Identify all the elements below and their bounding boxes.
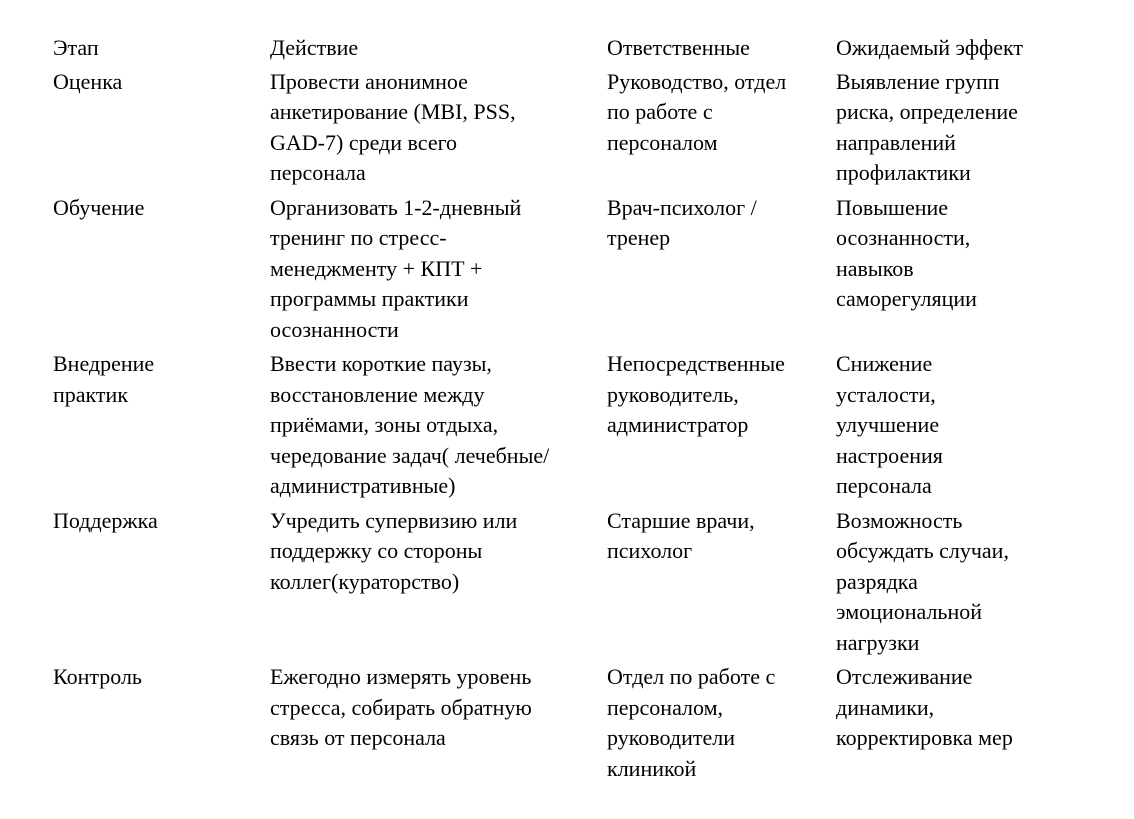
cell-effect: Снижение усталости, улучшение настроения персонала xyxy=(836,351,943,498)
table-row xyxy=(53,662,1096,788)
cell-stage: Обучение xyxy=(53,194,145,220)
cell-action: Ежегодно измерять уровень стресса, собирать обратную связь от персонала xyxy=(270,664,532,750)
cell-stage: Внедрение практик xyxy=(53,351,155,407)
column-header-stage: Этап xyxy=(53,35,99,60)
cell-responsible: Руководство, отдел по работе с персоналом xyxy=(607,68,787,155)
table-header xyxy=(53,33,1096,67)
cell-responsible: Непосредственные руководитель, администратор xyxy=(607,351,785,437)
cell-stage: Поддержка xyxy=(53,507,158,533)
cell-stage: Оценка xyxy=(53,68,123,94)
table-row xyxy=(53,349,1096,506)
cell-responsible: Врач-психолог / тренер xyxy=(607,194,757,250)
cell-effect: Возможность обсуждать случаи, разрядка эмоциональной нагрузки xyxy=(836,507,1009,655)
header-row xyxy=(53,33,1096,67)
table-body xyxy=(53,67,1096,789)
cell-effect: Повышение осознанности, навыков саморегуляции xyxy=(836,194,977,311)
cell-effect: Отслеживание динамики, корректировка мер xyxy=(836,664,1013,750)
cell-action: Ввести короткие паузы, восстановление между приёмами, зоны отдыха, чередование задач( лечебные/ административные) xyxy=(270,351,550,498)
stress-management-plan-table xyxy=(53,33,1096,788)
column-header-responsible: Ответственные xyxy=(607,35,750,60)
table-row xyxy=(53,193,1096,350)
table-row xyxy=(53,506,1096,663)
cell-effect: Выявление групп риска, определение направлений профилактики xyxy=(836,68,1018,185)
cell-responsible: Старшие врачи, психолог xyxy=(607,507,755,563)
cell-action: Учредить супервизию или поддержку со стороны коллег(кураторство) xyxy=(270,507,518,594)
cell-stage: Контроль xyxy=(53,664,142,689)
cell-responsible: Отдел по работе с персоналом, руководители клиникой xyxy=(607,664,776,781)
column-header-action: Действие xyxy=(270,35,359,60)
cell-action: Организовать 1-2-дневный тренинг по стресс- менеджменту + КПТ + программы практики осознанности xyxy=(270,194,522,342)
cell-action: Провести анонимное анкетирование (MBI, PSS, GAD-7) среди всего персонала xyxy=(270,68,516,185)
column-header-effect: Ожидаемый эффект xyxy=(836,35,1024,60)
table-row xyxy=(53,67,1096,193)
